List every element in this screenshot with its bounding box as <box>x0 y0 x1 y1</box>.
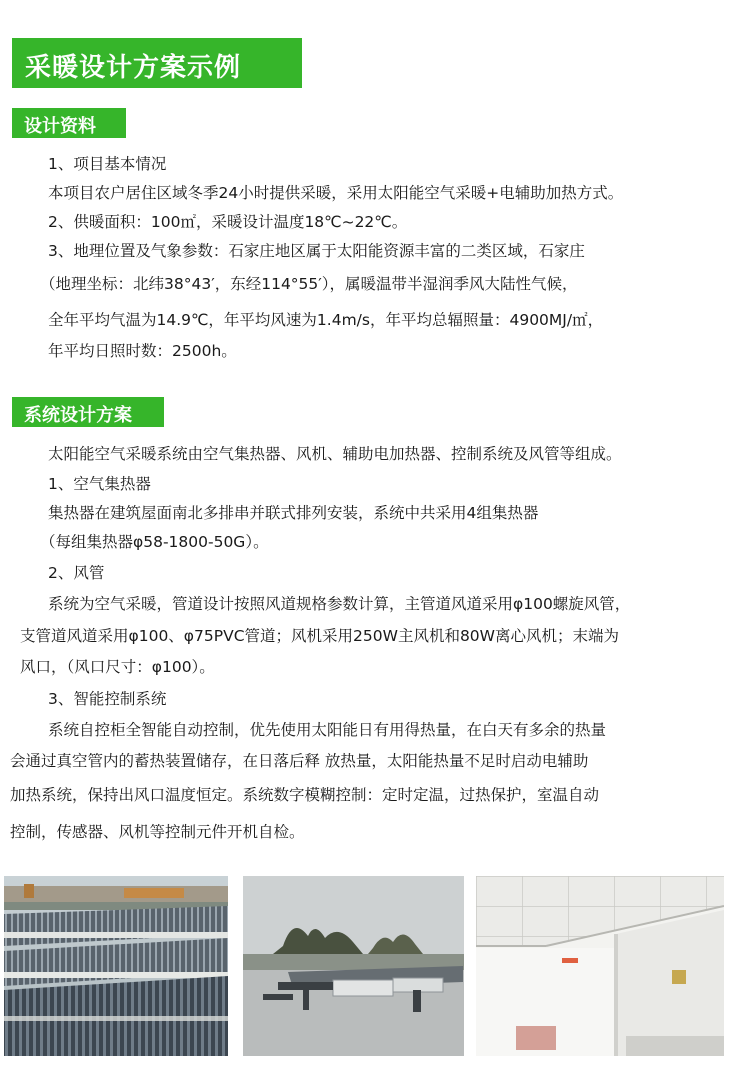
section-heading: 设计资料 <box>24 116 96 137</box>
photo-rooftop-ducts <box>243 876 464 1056</box>
text-line: 本项目农户居住区域冬季24小时提供采暖，采用太阳能空气采暖+电辅助加热方式。 <box>48 184 624 202</box>
text-line: 加热系统，保持出风口温度恒定。系统数字模糊控制：定时定温，过热保护，室温自动 <box>10 786 600 804</box>
section-heading: 系统设计方案 <box>24 405 132 426</box>
text-line: 1、项目基本情况 <box>48 155 167 173</box>
text-line: 控制，传感器、风机等控制元件开机自检。 <box>10 823 305 841</box>
text-line: 会通过真空管内的蓄热装置储存，在日落后释 放热量，太阳能热量不足时启动电辅助 <box>10 752 589 770</box>
text-line: （每组集热器φ58-1800-50G）。 <box>40 533 269 551</box>
text-line: 2、风管 <box>48 564 105 582</box>
text-line: 3、智能控制系统 <box>48 690 167 708</box>
section-tag-design-data <box>12 108 126 138</box>
text-line: 支管道风道采用φ100、φ75PVC管道；风机采用250W主风机和80W离心风机；末端为 <box>20 627 619 645</box>
text-line: 全年平均气温为14.9℃，年平均风速为1.4m/s，年平均总辐照量：4900MJ/㎡， <box>48 311 604 329</box>
section-tag-system-design <box>12 397 164 427</box>
text-line: 年平均日照时数：2500h。 <box>48 342 237 360</box>
text-line: 太阳能空气采暖系统由空气集热器、风机、辅助电加热器、控制系统及风管等组成。 <box>48 445 622 463</box>
text-line: 系统为空气采暖，管道设计按照风道规格参数计算，主管道风道采用φ100螺旋风管， <box>48 595 631 613</box>
text-line: （地理坐标：北纬38°43′，东经114°55′），属暖温带半湿润季风大陆性气候， <box>40 275 578 293</box>
title-banner <box>12 38 302 88</box>
text-line: 系统自控柜全智能自动控制，优先使用太阳能日有用得热量，在白天有多余的热量 <box>48 721 607 739</box>
text-line: 2、供暖面积：100㎡，采暖设计温度18℃~22℃。 <box>48 213 408 231</box>
text-line: 风口，（风口尺寸：φ100）。 <box>20 658 215 676</box>
text-line: 集热器在建筑屋面南北多排串并联式排列安装，系统中共采用4组集热器 <box>48 504 539 522</box>
text-line: 1、空气集热器 <box>48 475 151 493</box>
photo-solar-collectors <box>4 876 228 1056</box>
photo-interior-outlet <box>476 876 724 1056</box>
text-line: 3、地理位置及气象参数：石家庄地区属于太阳能资源丰富的二类区域，石家庄 <box>48 242 585 260</box>
page-title: 采暖设计方案示例 <box>25 53 242 83</box>
